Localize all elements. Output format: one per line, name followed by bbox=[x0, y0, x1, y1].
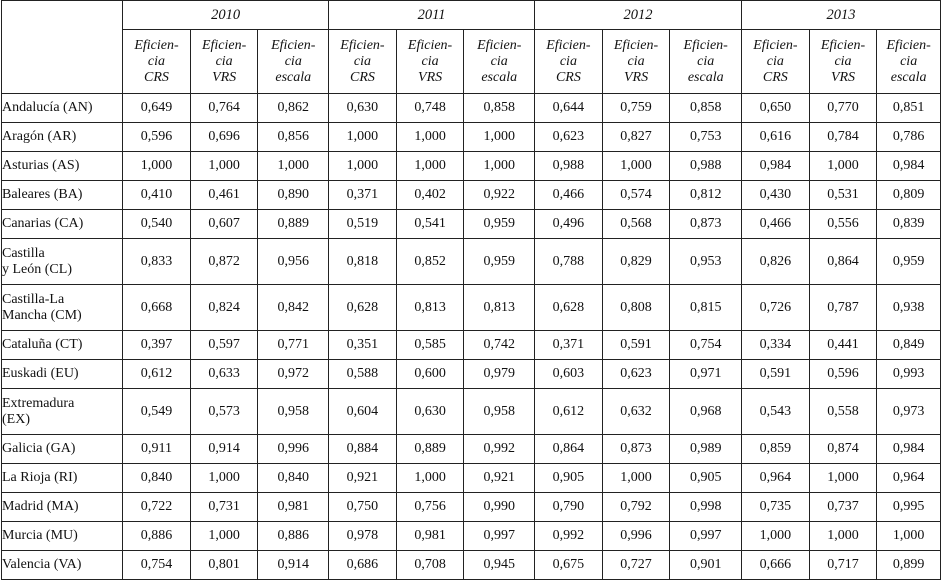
value-cell: 0,628 bbox=[329, 285, 397, 331]
value-cell: 0,921 bbox=[329, 464, 397, 493]
measure-header-line: Eficien- bbox=[683, 37, 728, 53]
value-cell: 0,603 bbox=[535, 360, 603, 389]
region-name: Andalucía (AN) bbox=[2, 100, 93, 115]
value-cell: 1,000 bbox=[396, 464, 464, 493]
value-cell: 0,596 bbox=[809, 360, 877, 389]
value-cell: 0,441 bbox=[809, 331, 877, 360]
value-cell: 0,351 bbox=[329, 331, 397, 360]
value-cell: 0,737 bbox=[809, 493, 877, 522]
measure-header bbox=[123, 30, 191, 94]
value-cell: 0,644 bbox=[535, 94, 603, 123]
measure-header-line: cia bbox=[766, 53, 784, 69]
value-cell: 0,466 bbox=[535, 181, 603, 210]
value-cell: 0,905 bbox=[670, 464, 742, 493]
value-cell: 0,981 bbox=[258, 493, 329, 522]
value-cell: 0,756 bbox=[396, 493, 464, 522]
region-cell bbox=[2, 493, 123, 522]
value-cell: 0,874 bbox=[809, 435, 877, 464]
value-cell: 0,371 bbox=[329, 181, 397, 210]
value-cell: 0,815 bbox=[670, 285, 742, 331]
region-name: y León (CL) bbox=[2, 261, 72, 277]
measure-header-line: cia bbox=[559, 53, 577, 69]
value-cell: 0,959 bbox=[877, 239, 941, 285]
value-cell: 0,461 bbox=[190, 181, 258, 210]
value-cell: 0,973 bbox=[877, 389, 941, 435]
value-cell: 0,938 bbox=[877, 285, 941, 331]
value-cell: 0,675 bbox=[535, 551, 603, 580]
region-name: Castilla-La bbox=[2, 291, 65, 307]
table-row bbox=[2, 435, 941, 464]
value-cell: 0,862 bbox=[258, 94, 329, 123]
value-cell: 0,886 bbox=[258, 522, 329, 551]
value-cell: 0,886 bbox=[123, 522, 191, 551]
table-row bbox=[2, 210, 941, 239]
year-header: 2013 bbox=[742, 1, 941, 30]
value-cell: 0,964 bbox=[742, 464, 810, 493]
value-cell: 0,914 bbox=[190, 435, 258, 464]
measure-header-line: VRS bbox=[418, 69, 443, 85]
value-cell: 1,000 bbox=[396, 152, 464, 181]
region-name: (EX) bbox=[2, 411, 30, 427]
table-row bbox=[2, 522, 941, 551]
value-cell: 1,000 bbox=[742, 522, 810, 551]
value-cell: 0,410 bbox=[123, 181, 191, 210]
measure-header-line: cia bbox=[834, 53, 852, 69]
region-cell bbox=[2, 152, 123, 181]
region-name: Cataluña (CT) bbox=[2, 337, 83, 352]
measure-header-line: Eficien- bbox=[477, 37, 522, 53]
region-name: Galicia (GA) bbox=[2, 441, 76, 456]
region-name: Asturias (AS) bbox=[2, 158, 80, 173]
value-cell: 0,872 bbox=[190, 239, 258, 285]
value-cell: 0,992 bbox=[464, 435, 535, 464]
value-cell: 0,628 bbox=[535, 285, 603, 331]
value-cell: 0,541 bbox=[396, 210, 464, 239]
value-cell: 0,984 bbox=[877, 435, 941, 464]
value-cell: 0,911 bbox=[123, 435, 191, 464]
region-cell bbox=[2, 331, 123, 360]
measure-header-line: Eficien- bbox=[134, 37, 179, 53]
region-name: Baleares (BA) bbox=[2, 187, 83, 202]
value-cell: 0,568 bbox=[602, 210, 670, 239]
region-cell bbox=[2, 94, 123, 123]
value-cell: 1,000 bbox=[190, 152, 258, 181]
region-name: Canarias (CA) bbox=[2, 216, 84, 231]
measure-header bbox=[742, 30, 810, 94]
value-cell: 0,402 bbox=[396, 181, 464, 210]
measure-header-line: CRS bbox=[555, 69, 581, 85]
value-cell: 0,988 bbox=[670, 152, 742, 181]
value-cell: 0,839 bbox=[877, 210, 941, 239]
value-cell: 0,958 bbox=[464, 389, 535, 435]
value-cell: 0,754 bbox=[670, 331, 742, 360]
value-cell: 1,000 bbox=[602, 152, 670, 181]
value-cell: 0,430 bbox=[742, 181, 810, 210]
table-row bbox=[2, 94, 941, 123]
value-cell: 0,788 bbox=[535, 239, 603, 285]
region-name: Mancha (CM) bbox=[2, 307, 82, 323]
table-row bbox=[2, 331, 941, 360]
value-cell: 0,873 bbox=[670, 210, 742, 239]
value-cell: 0,519 bbox=[329, 210, 397, 239]
value-cell: 0,981 bbox=[396, 522, 464, 551]
value-cell: 0,988 bbox=[535, 152, 603, 181]
value-cell: 0,531 bbox=[809, 181, 877, 210]
table-body bbox=[2, 94, 941, 580]
value-cell: 0,972 bbox=[258, 360, 329, 389]
region-name: Aragón (AR) bbox=[2, 129, 77, 144]
value-cell: 1,000 bbox=[809, 522, 877, 551]
measure-header-line: Eficien- bbox=[886, 37, 931, 53]
value-cell: 0,397 bbox=[123, 331, 191, 360]
value-cell: 0,588 bbox=[329, 360, 397, 389]
measure-header-line: cia bbox=[900, 53, 918, 69]
region-cell bbox=[2, 522, 123, 551]
value-cell: 0,726 bbox=[742, 285, 810, 331]
value-cell: 0,750 bbox=[329, 493, 397, 522]
value-cell: 0,792 bbox=[602, 493, 670, 522]
measure-header bbox=[670, 30, 742, 94]
value-cell: 0,833 bbox=[123, 239, 191, 285]
measure-header-line: VRS bbox=[212, 69, 237, 85]
value-cell: 0,686 bbox=[329, 551, 397, 580]
measure-header-line: CRS bbox=[144, 69, 169, 85]
value-cell: 0,770 bbox=[809, 94, 877, 123]
value-cell: 1,000 bbox=[877, 522, 941, 551]
value-cell: 0,585 bbox=[396, 331, 464, 360]
value-cell: 1,000 bbox=[190, 522, 258, 551]
value-cell: 0,996 bbox=[258, 435, 329, 464]
measure-header-line: cia bbox=[353, 53, 371, 69]
region-cell bbox=[2, 123, 123, 152]
measure-header-line: Eficien- bbox=[271, 37, 316, 53]
value-cell: 0,812 bbox=[670, 181, 742, 210]
value-cell: 0,632 bbox=[602, 389, 670, 435]
value-cell: 0,623 bbox=[535, 123, 603, 152]
value-cell: 0,829 bbox=[602, 239, 670, 285]
measure-header-line: cia bbox=[421, 53, 439, 69]
value-cell: 0,922 bbox=[464, 181, 535, 210]
efficiency-table bbox=[1, 0, 941, 580]
measure-header-line: cia bbox=[697, 53, 715, 69]
value-cell: 0,956 bbox=[258, 239, 329, 285]
value-cell: 0,984 bbox=[742, 152, 810, 181]
region-cell bbox=[2, 239, 123, 285]
value-cell: 0,993 bbox=[877, 360, 941, 389]
value-cell: 0,840 bbox=[258, 464, 329, 493]
value-cell: 0,864 bbox=[535, 435, 603, 464]
measure-header bbox=[602, 30, 670, 94]
value-cell: 0,842 bbox=[258, 285, 329, 331]
value-cell: 0,630 bbox=[396, 389, 464, 435]
region-cell bbox=[2, 210, 123, 239]
value-cell: 1,000 bbox=[329, 123, 397, 152]
value-cell: 0,849 bbox=[877, 331, 941, 360]
value-cell: 0,753 bbox=[670, 123, 742, 152]
value-cell: 0,808 bbox=[602, 285, 670, 331]
value-cell: 0,884 bbox=[329, 435, 397, 464]
value-cell: 0,851 bbox=[877, 94, 941, 123]
value-cell: 0,995 bbox=[877, 493, 941, 522]
value-cell: 0,722 bbox=[123, 493, 191, 522]
region-cell bbox=[2, 435, 123, 464]
region-name: La Rioja (RI) bbox=[2, 470, 78, 485]
measure-header bbox=[329, 30, 397, 94]
value-cell: 0,856 bbox=[258, 123, 329, 152]
value-cell: 0,826 bbox=[742, 239, 810, 285]
value-cell: 1,000 bbox=[190, 464, 258, 493]
measure-header bbox=[190, 30, 258, 94]
value-cell: 0,959 bbox=[464, 239, 535, 285]
measure-header-line: escala bbox=[687, 69, 724, 85]
value-cell: 0,873 bbox=[602, 435, 670, 464]
value-cell: 0,858 bbox=[464, 94, 535, 123]
value-cell: 1,000 bbox=[602, 464, 670, 493]
value-cell: 0,543 bbox=[742, 389, 810, 435]
value-cell: 0,466 bbox=[742, 210, 810, 239]
value-cell: 1,000 bbox=[809, 152, 877, 181]
measure-header-line: Eficien- bbox=[407, 37, 453, 53]
measure-header-line: Eficien- bbox=[753, 37, 798, 53]
value-cell: 0,813 bbox=[396, 285, 464, 331]
value-cell: 0,666 bbox=[742, 551, 810, 580]
table-row bbox=[2, 360, 941, 389]
value-cell: 0,771 bbox=[258, 331, 329, 360]
measure-header-line: cia bbox=[627, 53, 645, 69]
value-cell: 0,840 bbox=[123, 464, 191, 493]
value-cell: 1,000 bbox=[258, 152, 329, 181]
value-cell: 0,604 bbox=[329, 389, 397, 435]
value-cell: 0,784 bbox=[809, 123, 877, 152]
value-cell: 0,801 bbox=[190, 551, 258, 580]
value-cell: 0,953 bbox=[670, 239, 742, 285]
value-cell: 0,968 bbox=[670, 389, 742, 435]
value-cell: 0,914 bbox=[258, 551, 329, 580]
measure-header-line: VRS bbox=[623, 69, 649, 85]
measure-header-line: escala bbox=[481, 69, 518, 85]
value-cell: 0,597 bbox=[190, 331, 258, 360]
value-cell: 0,591 bbox=[742, 360, 810, 389]
value-cell: 0,649 bbox=[123, 94, 191, 123]
value-cell: 0,859 bbox=[742, 435, 810, 464]
value-cell: 0,889 bbox=[396, 435, 464, 464]
value-cell: 0,787 bbox=[809, 285, 877, 331]
measure-header bbox=[396, 30, 464, 94]
region-name: Extremadura bbox=[2, 395, 75, 411]
value-cell: 0,630 bbox=[329, 94, 397, 123]
table-row bbox=[2, 464, 941, 493]
value-cell: 0,964 bbox=[877, 464, 941, 493]
value-cell: 0,668 bbox=[123, 285, 191, 331]
measure-header-line: cia bbox=[284, 53, 302, 69]
value-cell: 0,612 bbox=[123, 360, 191, 389]
value-cell: 1,000 bbox=[123, 152, 191, 181]
value-cell: 0,996 bbox=[602, 522, 670, 551]
year-header-row bbox=[2, 1, 941, 30]
value-cell: 0,852 bbox=[396, 239, 464, 285]
value-cell: 0,979 bbox=[464, 360, 535, 389]
value-cell: 0,998 bbox=[670, 493, 742, 522]
value-cell: 0,764 bbox=[190, 94, 258, 123]
value-cell: 0,992 bbox=[535, 522, 603, 551]
measure-header-line: Eficien- bbox=[820, 37, 866, 53]
value-cell: 0,633 bbox=[190, 360, 258, 389]
value-cell: 0,824 bbox=[190, 285, 258, 331]
measure-header-line: Eficien- bbox=[201, 37, 247, 53]
value-cell: 0,496 bbox=[535, 210, 603, 239]
measure-header-line: Eficien- bbox=[613, 37, 659, 53]
value-cell: 0,958 bbox=[258, 389, 329, 435]
value-cell: 0,558 bbox=[809, 389, 877, 435]
region-cell bbox=[2, 181, 123, 210]
measure-header-line: cia bbox=[215, 53, 233, 69]
table-header bbox=[2, 1, 941, 94]
value-cell: 0,574 bbox=[602, 181, 670, 210]
table-row bbox=[2, 285, 941, 331]
value-cell: 0,971 bbox=[670, 360, 742, 389]
value-cell: 0,945 bbox=[464, 551, 535, 580]
value-cell: 0,997 bbox=[670, 522, 742, 551]
value-cell: 0,827 bbox=[602, 123, 670, 152]
value-cell: 0,616 bbox=[742, 123, 810, 152]
region-cell bbox=[2, 285, 123, 331]
value-cell: 1,000 bbox=[809, 464, 877, 493]
value-cell: 0,759 bbox=[602, 94, 670, 123]
value-cell: 1,000 bbox=[396, 123, 464, 152]
value-cell: 0,556 bbox=[809, 210, 877, 239]
measure-header-line: escala bbox=[275, 69, 312, 85]
value-cell: 0,997 bbox=[464, 522, 535, 551]
region-name: Euskadi (EU) bbox=[2, 366, 79, 381]
measure-header bbox=[258, 30, 329, 94]
value-cell: 0,334 bbox=[742, 331, 810, 360]
region-cell bbox=[2, 360, 123, 389]
value-cell: 0,727 bbox=[602, 551, 670, 580]
value-cell: 0,748 bbox=[396, 94, 464, 123]
value-cell: 0,591 bbox=[602, 331, 670, 360]
value-cell: 0,549 bbox=[123, 389, 191, 435]
value-cell: 0,573 bbox=[190, 389, 258, 435]
year-header: 2010 bbox=[123, 1, 329, 30]
value-cell: 0,959 bbox=[464, 210, 535, 239]
table-row bbox=[2, 123, 941, 152]
value-cell: 0,650 bbox=[742, 94, 810, 123]
value-cell: 0,809 bbox=[877, 181, 941, 210]
region-name: Madrid (MA) bbox=[2, 499, 79, 514]
region-cell bbox=[2, 551, 123, 580]
value-cell: 1,000 bbox=[464, 152, 535, 181]
year-header: 2011 bbox=[329, 1, 535, 30]
value-cell: 0,984 bbox=[877, 152, 941, 181]
value-cell: 1,000 bbox=[464, 123, 535, 152]
table-row bbox=[2, 239, 941, 285]
value-cell: 0,735 bbox=[742, 493, 810, 522]
value-cell: 0,790 bbox=[535, 493, 603, 522]
measure-header-line: escala bbox=[890, 69, 927, 85]
measure-header bbox=[535, 30, 603, 94]
region-name: Castilla bbox=[2, 245, 45, 261]
table-row bbox=[2, 152, 941, 181]
value-cell: 0,905 bbox=[535, 464, 603, 493]
region-header-cell bbox=[2, 1, 123, 94]
value-cell: 0,813 bbox=[464, 285, 535, 331]
value-cell: 0,612 bbox=[535, 389, 603, 435]
region-cell bbox=[2, 389, 123, 435]
value-cell: 0,786 bbox=[877, 123, 941, 152]
value-cell: 0,864 bbox=[809, 239, 877, 285]
value-cell: 0,596 bbox=[123, 123, 191, 152]
table-row bbox=[2, 389, 941, 435]
value-cell: 0,889 bbox=[258, 210, 329, 239]
value-cell: 0,540 bbox=[123, 210, 191, 239]
value-cell: 0,371 bbox=[535, 331, 603, 360]
measure-header-line: cia bbox=[490, 53, 508, 69]
value-cell: 0,990 bbox=[464, 493, 535, 522]
value-cell: 0,696 bbox=[190, 123, 258, 152]
region-cell bbox=[2, 464, 123, 493]
value-cell: 0,858 bbox=[670, 94, 742, 123]
measure-header-line: CRS bbox=[349, 69, 375, 85]
value-cell: 0,818 bbox=[329, 239, 397, 285]
value-cell: 0,989 bbox=[670, 435, 742, 464]
region-name: Valencia (VA) bbox=[2, 557, 82, 572]
value-cell: 0,978 bbox=[329, 522, 397, 551]
value-cell: 0,890 bbox=[258, 181, 329, 210]
value-cell: 0,607 bbox=[190, 210, 258, 239]
measure-header bbox=[877, 30, 941, 94]
value-cell: 0,899 bbox=[877, 551, 941, 580]
value-cell: 0,921 bbox=[464, 464, 535, 493]
value-cell: 1,000 bbox=[329, 152, 397, 181]
value-cell: 0,623 bbox=[602, 360, 670, 389]
measure-header bbox=[809, 30, 877, 94]
year-header: 2012 bbox=[535, 1, 742, 30]
region-name: Murcia (MU) bbox=[2, 528, 78, 543]
value-cell: 0,901 bbox=[670, 551, 742, 580]
measure-header-line: Eficien- bbox=[546, 37, 591, 53]
measure-header-row bbox=[2, 30, 941, 94]
measure-header-line: cia bbox=[147, 53, 166, 69]
measure-header-line: VRS bbox=[830, 69, 856, 85]
table-row bbox=[2, 551, 941, 580]
value-cell: 0,717 bbox=[809, 551, 877, 580]
value-cell: 0,731 bbox=[190, 493, 258, 522]
table-row bbox=[2, 493, 941, 522]
measure-header-line: CRS bbox=[762, 69, 788, 85]
value-cell: 0,742 bbox=[464, 331, 535, 360]
table-row bbox=[2, 181, 941, 210]
measure-header-line: Eficien- bbox=[340, 37, 385, 53]
value-cell: 0,708 bbox=[396, 551, 464, 580]
measure-header bbox=[464, 30, 535, 94]
value-cell: 0,754 bbox=[123, 551, 191, 580]
value-cell: 0,600 bbox=[396, 360, 464, 389]
